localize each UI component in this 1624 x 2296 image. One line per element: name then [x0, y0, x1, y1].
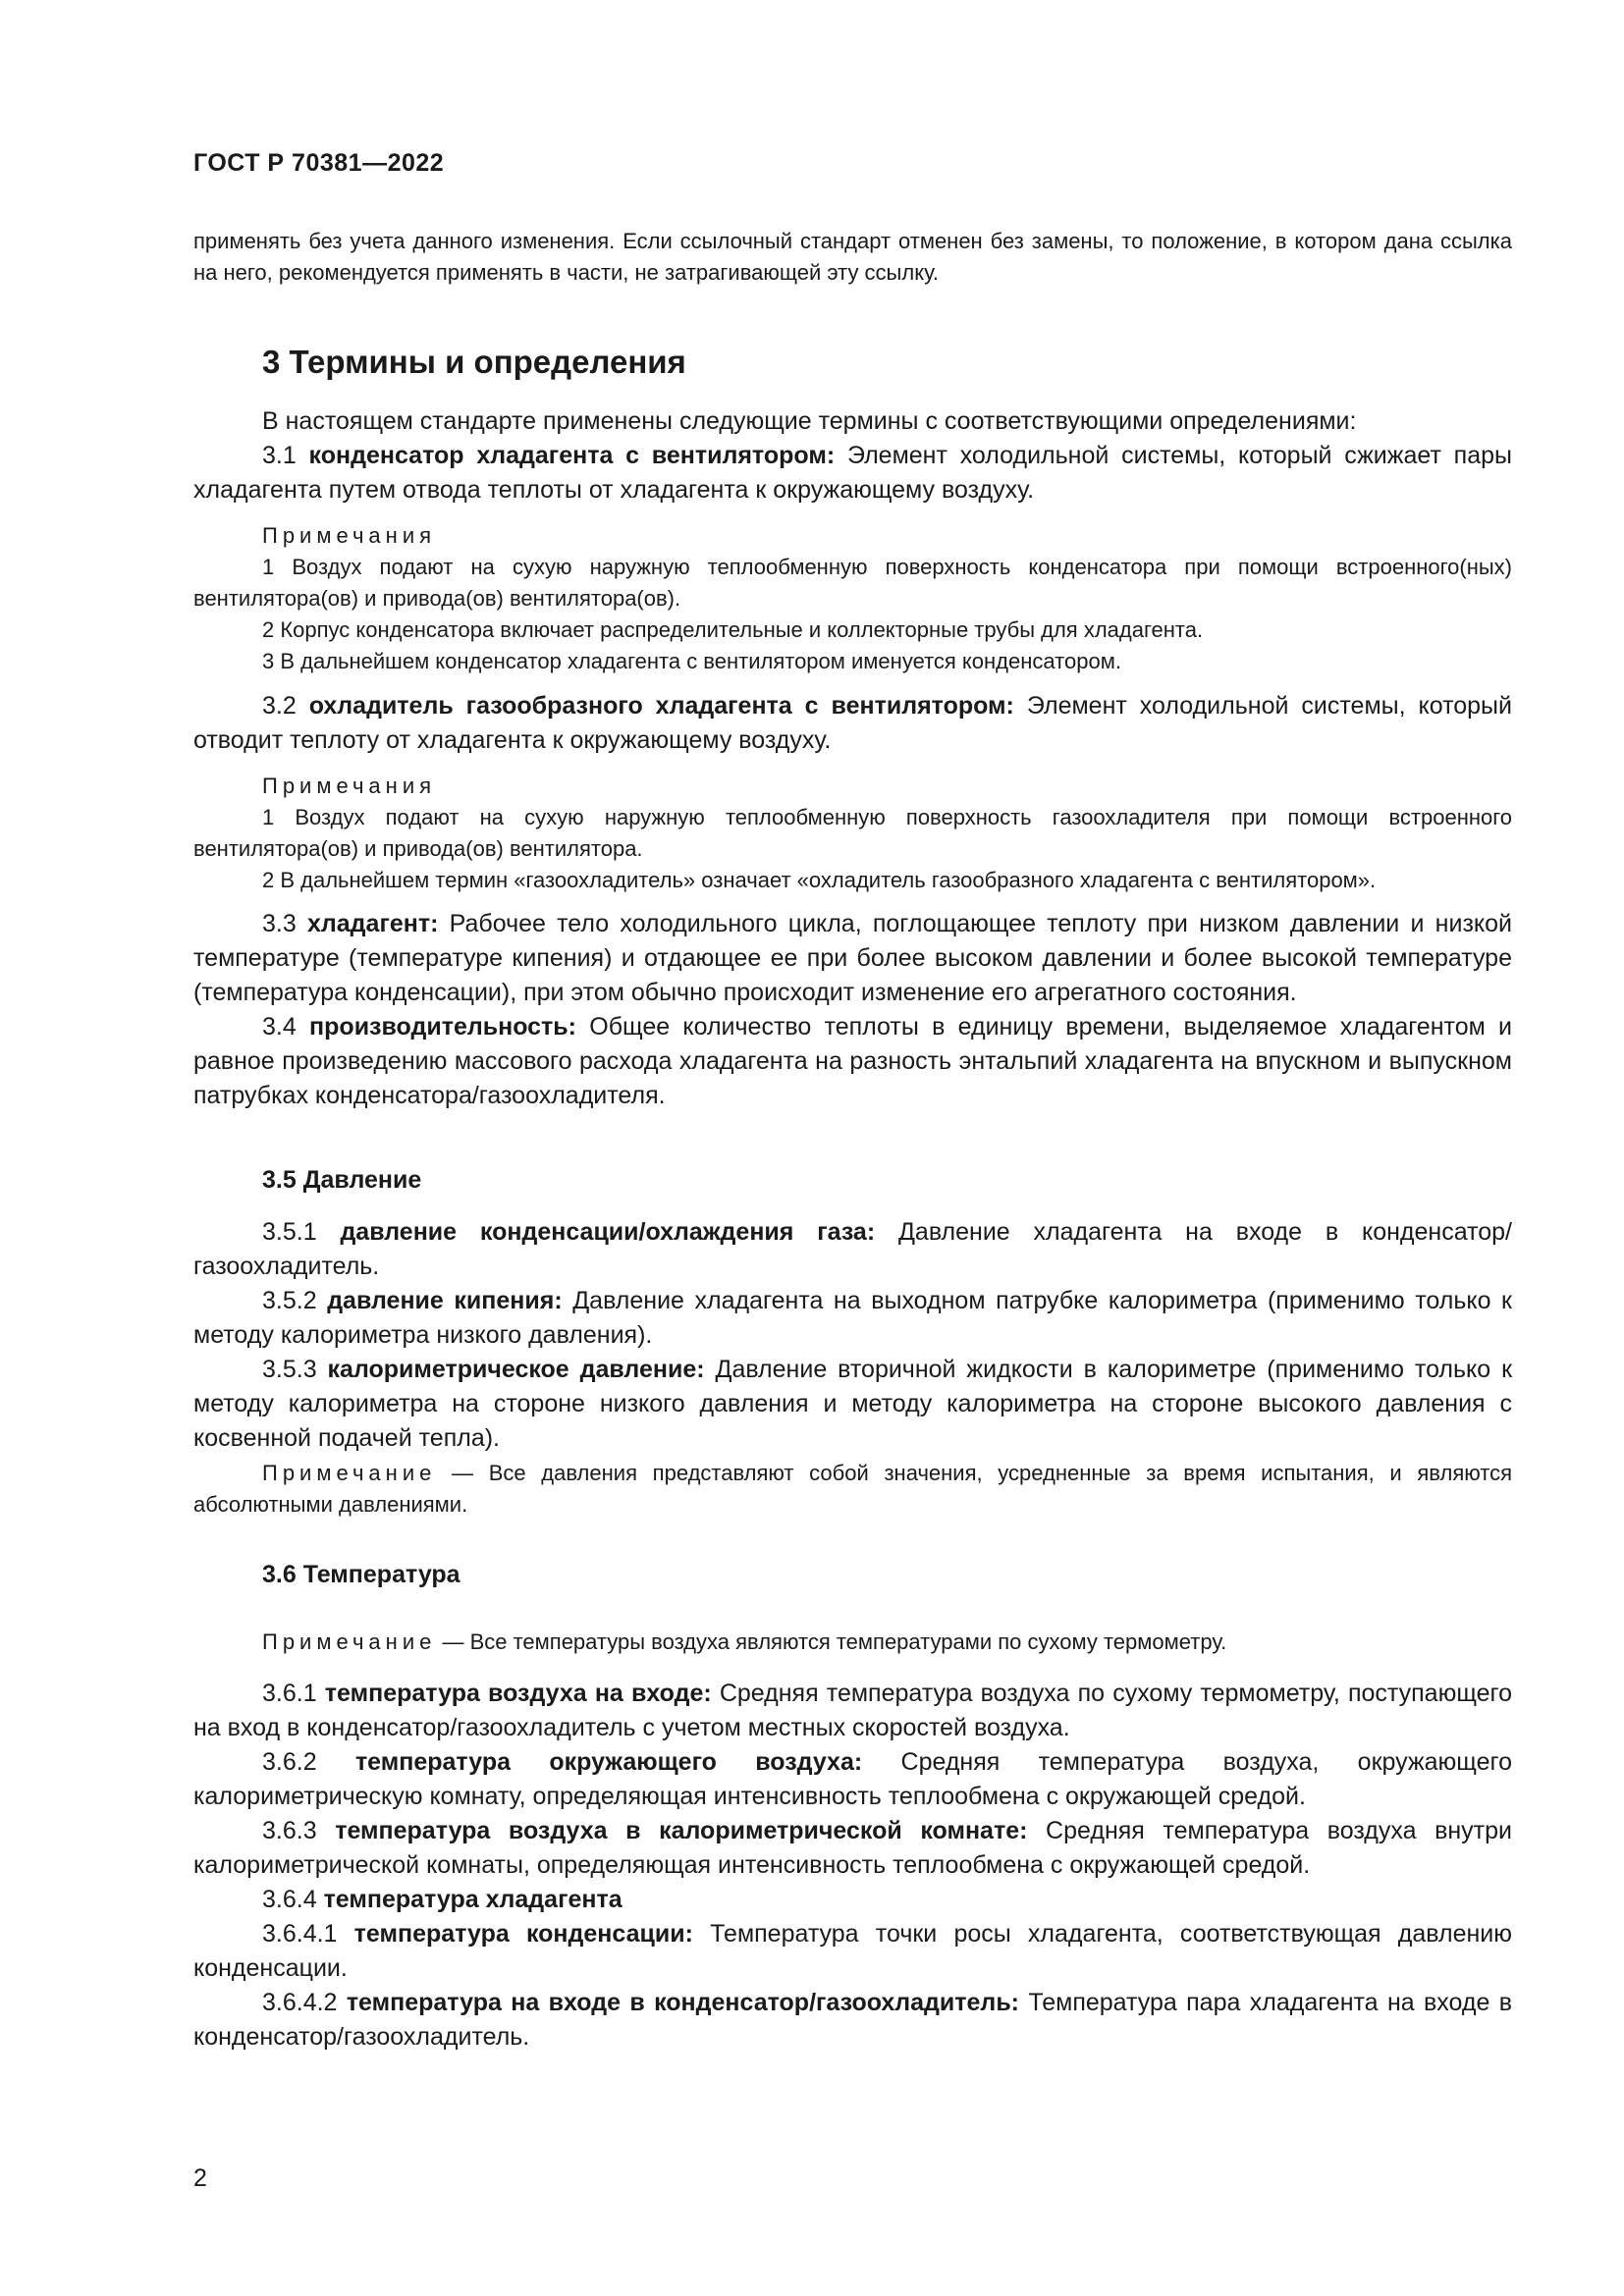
notes-3-2: Примечания 1 Воздух подают на сухую наружную теплообменную поверхность газоохладителя при помощи встроенного вентилятора(ов) и привода(ов) вентилятора. 2 В дальнейшем термин «газоохладитель» означает «охладитель газообразного хладагента с вентилятором». [193, 771, 1512, 896]
section-title: 3 Термины и определения [262, 344, 686, 380]
term-block-3-1 [193, 404, 1512, 507]
term-block-3-5 [193, 1215, 1512, 1456]
term-3-3: 3.3 хладагент: Рабочее тело холодильного цикла, поглощающее теплоту при низком давлении и низкой температуре (температуре кипения) и отдающее ее при более высоком давлении и более высокой температуре (температура конденсации), при этом обычно происходит изменение его агрегатного состояния. [193, 910, 1512, 1006]
note-item: 1 Воздух подают на сухую наружную теплообменную поверхность конденсатора при помощи встроенного(ных) вентилятора(ов) и привода(ов) вентилятора(ов). [193, 555, 1512, 611]
notes-3-1: Примечания 1 Воздух подают на сухую наружную теплообменную поверхность конденсатора при помощи встроенного(ных) вентилятора(ов) и привода(ов) вентилятора(ов). 2 Корпус конденсатора включает распределительные и коллекторные трубы для хладагента. 3 В дальнейшем конденсатор хладагента с вентилятором именуется конденсатором. [193, 520, 1512, 677]
note-3-5: Примечание — Все давления представляют собой значения, усредненные за время испытания, и являются абсолютными давлениями. [193, 1461, 1512, 1517]
term-3-6-3: 3.6.3 температура воздуха в калориметрической комнате: Средняя температура воздуха внутри калориметрической комнаты, определяющая интенсивность теплообмена с окружающей средой. [193, 1817, 1513, 1879]
section-3-title-block [193, 344, 1512, 381]
note-item: 1 Воздух подают на сухую наружную теплообменную поверхность газоохладителя при помощи встроенного вентилятора(ов) и привода(ов) вентилятора. [193, 805, 1512, 861]
term-3-5-3: 3.5.3 калориметрическое давление: Давление вторичной жидкости в калориметре (применимо только к методу калориметра на стороне низкого давления и методу калориметра на стороне высокого давления с косвенной подачей тепла). [193, 1356, 1513, 1452]
subsection-3-5-title: 3.5 Давление [262, 1166, 422, 1194]
term-3-2: 3.2 охладитель газообразного хладагента с вентилятором: Элемент холодильной системы, который отводит теплоту от хладагента к окружающему воздуху. [193, 692, 1512, 754]
section-lead: В настоящем стандарте применены следующие термины с соответствующими определениями: [262, 407, 1357, 435]
term-3-5-2: 3.5.2 давление кипения: Давление хладагента на выходном патрубке калориметра (применимо только к методу калориметра низкого давления). [193, 1287, 1512, 1349]
note-3-6: Примечание — Все температуры воздуха являются температурами по сухому термометру. [262, 1629, 1227, 1654]
document-header: ГОСТ Р 70381—2022 [193, 149, 445, 177]
term-3-6-2: 3.6.2 температура окружающего воздуха: Средняя температура воздуха, окружающего калориметрическую комнату, определяющая интенсивность теплообмена с окружающей средой. [193, 1748, 1512, 1810]
page-number: 2 [193, 2164, 207, 2192]
term-3-4: 3.4 производительность: Общее количество теплоты в единицу времени, выделяемое хладагентом и равное произведению массового расхода хладагента на разность энтальпий хладагента на впускном и выпускном патрубках конденсатора/газоохладителя. [193, 1013, 1513, 1109]
note-item: 2 В дальнейшем термин «газоохладитель» означает «охладитель газообразного хладагента с вентилятором». [262, 868, 1377, 892]
note-item: 2 Корпус конденсатора включает распределительные и коллекторные трубы для хладагента. [262, 617, 1204, 642]
term-3-1: 3.1 конденсатор хладагента с вентилятором: Элемент холодильной системы, который сжижает пары хладагента путем отвода теплоты от хладагента к окружающему воздуху. [193, 442, 1512, 504]
term-3-5-1: 3.5.1 давление конденсации/охлаждения газа: Давление хладагента на входе в конденсатор/газоохладитель. [193, 1218, 1512, 1280]
term-3-6-4: 3.6.4 температура хладагента [262, 1886, 623, 1913]
note-item: 3 В дальнейшем конденсатор хладагента с вентилятором именуется конденсатором. [262, 649, 1121, 673]
term-3-6-4-2: 3.6.4.2 температура на входе в конденсатор/газоохладитель: Температура пара хладагента на входе в конденсатор/газоохладитель. [193, 1989, 1512, 2051]
term-block-3-2 [193, 689, 1512, 758]
intro-paragraph: применять без учета данного изменения. Если ссылочный стандарт отменен без замены, то положение, в котором дана ссылка на него, рекомендуется применять в части, не затрагивающей эту ссылку. [193, 229, 1512, 285]
term-3-6-1: 3.6.1 температура воздуха на входе: Средняя температура воздуха по сухому термометру, поступающего на вход в конденсатор/газоохладитель с учетом местных скоростей воздуха. [193, 1680, 1512, 1741]
subsection-3-6-title: 3.6 Температура [262, 1561, 460, 1588]
term-3-6-4-1: 3.6.4.1 температура конденсации: Температура точки росы хладагента, соответствующая давлению конденсации. [193, 1920, 1513, 1982]
term-block-3-3-3-4 [193, 907, 1512, 1113]
term-block-3-6 [193, 1677, 1512, 2055]
